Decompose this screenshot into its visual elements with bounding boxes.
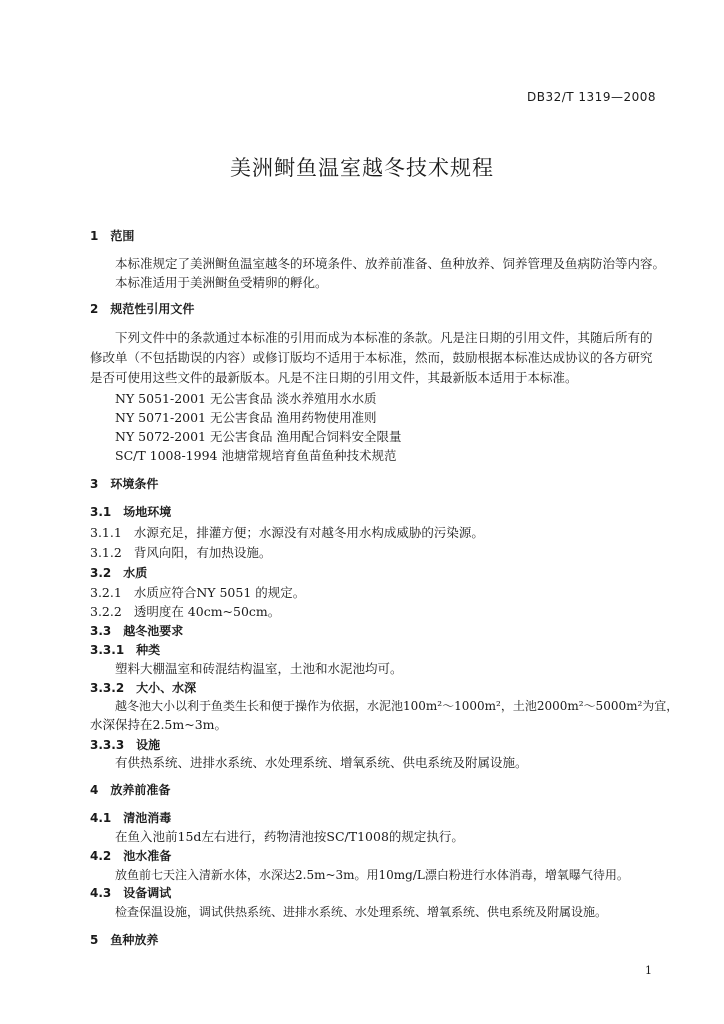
paragraph: 越冬池大小以利于鱼类生长和便于操作为依据，水泥池100m²～1000m²，土池2000m²～5000m²为宜， [115,699,679,713]
clause: 3.2.1 水质应符合NY 5051 的规定。 [90,585,306,600]
section-heading-2: 2 规范性引用文件 [90,302,195,316]
standard-code: DB32/T 1319—2008 [526,90,656,104]
subsection-heading: 3.3 越冬池要求 [90,624,184,638]
clause-heading: 3.3.1 种类 [90,643,161,657]
paragraph: 水深保持在2.5m~3m。 [90,717,228,732]
reference-item: SC/T 1008-1994 池塘常规培育鱼苗鱼种技术规范 [115,448,397,463]
clause: 3.1.1 水源充足，排灌方便；水源没有对越冬用水构成威胁的污染源。 [90,525,484,540]
reference-item: NY 5071-2001 无公害食品 渔用药物使用准则 [115,410,377,425]
subsection-heading: 3.2 水质 [90,566,148,580]
subsection-heading: 4.2 池水准备 [90,849,172,863]
clause: 3.2.2 透明度在 40cm~50cm。 [90,604,281,619]
section-heading-1: 1 范围 [90,229,135,243]
clause-heading: 3.3.3 设施 [90,738,161,752]
paragraph: 塑料大棚温室和砖混结构温室，土池和水泥池均可。 [115,661,403,676]
paragraph: 在鱼入池前15d左右进行，药物清池按SC/T1008的规定执行。 [115,829,464,844]
subsection-heading: 4.3 设备调试 [90,886,172,900]
paragraph: 本标准适用于美洲鲥鱼受精卵的孵化。 [115,275,328,290]
clause: 3.1.2 背风向阳，有加热设施。 [90,545,272,560]
subsection-heading: 4.1 清池消毒 [90,811,172,825]
paragraph: 下列文件中的条款通过本标准的引用而成为本标准的条款。凡是注日期的引用文件，其随后所有的 [115,330,653,345]
paragraph: 是否可使用这些文件的最新版本。凡是不注日期的引用文件，其最新版本适用于本标准。 [90,370,578,385]
subsection-heading: 3.1 场地环境 [90,505,172,519]
reference-item: NY 5051-2001 无公害食品 淡水养殖用水水质 [115,391,377,406]
reference-item: NY 5072-2001 无公害食品 渔用配合饲料安全限量 [115,429,402,444]
section-heading-5: 5 鱼种放养 [90,933,159,947]
document-title: 美洲鲥鱼温室越冬技术规程 [230,156,494,180]
clause-heading: 3.3.2 大小、水深 [90,681,197,695]
paragraph: 本标准规定了美洲鲥鱼温室越冬的环境条件、放养前准备、鱼种放养、饲养管理及鱼病防治等内容。 [115,256,666,271]
page-number: 1 [645,964,652,977]
section-heading-4: 4 放养前准备 [90,783,171,797]
paragraph: 检查保温设施，调试供热系统、进排水系统、水处理系统、增氧系统、供电系统及附属设施。 [115,905,608,919]
section-heading-3: 3 环境条件 [90,477,159,491]
paragraph: 修改单（不包括勘误的内容）或修订版均不适用于本标准，然而，鼓励根据本标准达成协议的各方研究 [90,350,653,365]
paragraph: 放鱼前七天注入清新水体，水深达2.5m~3m。用10mg/L漂白粉进行水体消毒，增氧曝气待用。 [115,868,629,882]
paragraph: 有供热系统、进排水系统、水处理系统、增氧系统、供电系统及附属设施。 [115,755,528,770]
